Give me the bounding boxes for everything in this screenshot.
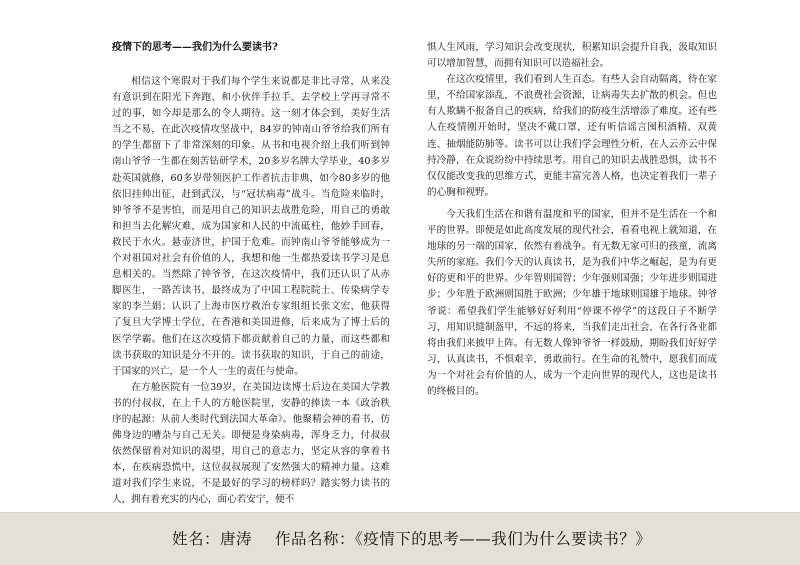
footer-bar [0, 512, 800, 565]
paragraph-1: 相信这个寒假对于我们每个学生来说都是非比寻常，从来没有意识到在阳光下奔跑、和小伙伴手拉手、去学校上学再寻常不过的事，如今却是那么的令人期待。这一刻才体会到，美好生活当之不易，在此次疫情攻坚战中，84岁的钟南山爷爷给我们所有的学生都留下了非常深刻的印象。从书和电视介绍上我们听到钟南山爷爷一生都在刻苦钻研学术，20多岁名牌大学毕业，40多岁赴英国就修，60多岁带领医护工作者抗击非典，如今80多岁的他依旧挂帅出征，赶到武汉，与“冠状病毒”战斗。当危险来临时，钟爷爷不是害怕，而是用自己的知识去战胜危险，用自己的勇敢和担当去化解灾难，成为国家和人民的中流砥柱，他妙手回春，救民于水火。悬壶济世，护国于危难。而钟南山爷爷能够成为一个对祖国对社会有价值的人，我想和他一生都热爱读书学习是息息相关的。当然除了钟爷爷，在这次疫情中，我们还认识了从赤脚医生，一路苦读书，最终成为了中国工程院院士、传染病学专家的李兰娟；认识了上海市医疗救治专家组组长张文宏，他获得了复旦大学博士学位，在香港和美国进修，后来成为了博士后的医学学霸。他们在这次疫情下都贡献着自己的力量，而这些都和读书获取的知识是分不开的。读书获取的知识，于自己的前途，于国家的兴亡，是一个人一生的责任与使命。 [112, 76, 390, 377]
paragraph-2-continued: 惧人生风雨，学习知识会改变现状，积累知识会提升自我，汲取知识可以增加智慧，而拥有知识可以造福社会。 [427, 42, 717, 70]
author-name: 姓名：唐涛 [172, 530, 253, 548]
article-title: 疫情下的思考——我们为什么要读书? [112, 42, 278, 53]
work-title: 作品名称：《疫情下的思考——我们为什么要读书？》 [275, 530, 652, 548]
left-column [112, 40, 390, 509]
paragraph-2: 在方舱医院有一位39岁，在美国边读博士后边在美国大学教书的付叔叔，在上千人的方舱医院里，安静的捧读一本《政治秩序的起源：从前人类时代到法国大革命》。他聚精会神的看书，仿佛身边的嘈杂与自己无关。即便是身染病毒，浑身乏力，付叔叔依然保留着对知识的渴望，用自己的意志力，坚定从容的拿着书本，在疾病恐慌中，这位叔叔展现了安然强大的精神力量。这难道对我们学生来说，不是最好的学习的榜样吗？踏实努力读书的人，拥有着充实的内心，面心若安宁，便不 [112, 381, 390, 506]
right-column [427, 40, 717, 400]
paragraph-4: 今天我们生活在和谐有温度和平的国家，但并不是生活在一个和平的世界。即便是如此高度发展的现代社会，看看电视上就知道，在地球的另一端的国家，依然有着战争。有无数无家可归的孩童，流离失所的家庭。我们今天的认真读书，是为我们中华之崛起，是为有更好的更和平的世界。少年智则国智；少年强则国强；少年进步则国进步；少年胜于欧洲则国胜于欧洲；少年雄于地球则国雄于地球。钟爷爷说：希望我们学生能够好好利用“停课不停学”的这段日子不断学习，用知识缝制盔甲，不远的将来，当我们走出社会，在各行各业都将由我们来披甲上阵。有无数人像钟爷爷一样鼓励，期盼我们好好学习，认真读书，不惧艰辛，勇敢前行。在生命的礼赞中，愿我们而成为一个对社会有价值的人，成为一个走向世界的现代人，这也是读书的终极目的。 [427, 208, 717, 397]
paragraph-3: 在这次疫情里，我们看到人生百态。有些人会自动隔离，待在家里，不给国家添乱，不浪费社会资源，让病毒失去扩散的机会。但也有人欺瞒不报备自己的疾病，给我们的防疫生活增添了难度。还有些人在疫情刚开始时，坚决不戴口罩，还有听信谣言囤积酒精、双黄连、抽烟能防肺等。读书可以让我们学会理性分析，在人云亦云中保持冷静，在众说纷纷中持续思考。用自己的知识去战胜恐惧，读书不仅仅能改变我的思维方式，更能丰富完善人格，也决定着我们一辈子的心胸和视野。 [427, 74, 717, 198]
